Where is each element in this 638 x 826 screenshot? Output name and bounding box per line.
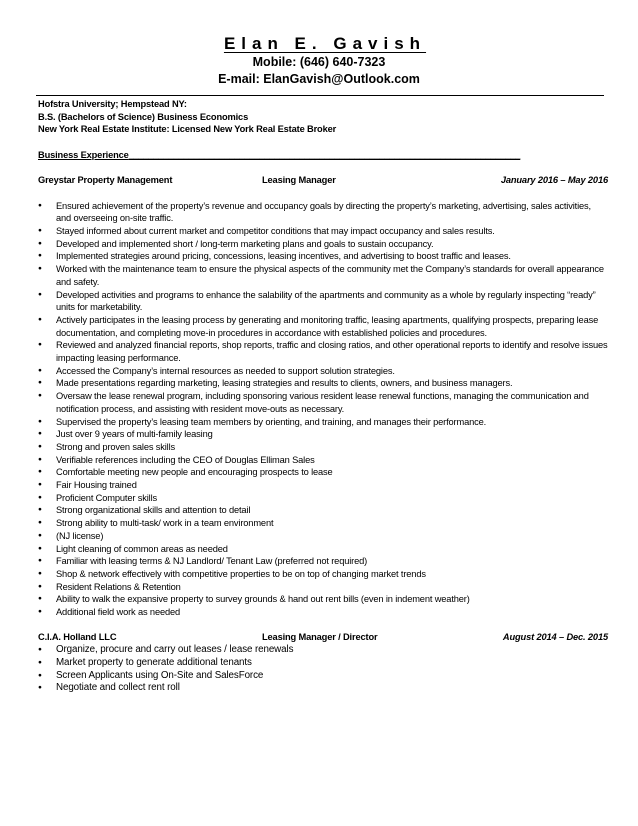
- experience-heading: Business Experience______________________________________________________________________________: [38, 149, 521, 160]
- job-bullet-item: ● Implemented strategies around pricing, concessions, leasing incentives, and advertising to boost traffic and leases.: [38, 250, 608, 263]
- job-bullet-item: ● Market property to generate additional tenants: [38, 657, 608, 670]
- job-company: Greystar Property Management: [38, 175, 173, 186]
- job-bullet-item: ● Strong and proven sales skills: [38, 441, 608, 454]
- job-bullet-item: ● Stayed informed about current market and competitor conditions that may impact occupancy and sales results.: [38, 225, 608, 238]
- job-bullet-item: ● Strong ability to multi-task/ work in a team environment: [38, 517, 608, 530]
- job-bullet-item: ● Actively participates in the leasing process by generating and monitoring traffic, leasing apartments, qualifying prospects, preparing lease documentation, and completing move-in procedures in accordance with established policies and procedures.: [38, 314, 608, 339]
- job-bullet-item: ● Shop & network effectively with competitive properties to be on top of changing market trends: [38, 568, 608, 581]
- education-school: Hofstra University; Hempstead NY:: [38, 99, 187, 109]
- job-bullet-item: ● Screen Applicants using On-Site and SalesForce: [38, 670, 608, 683]
- job-bullet-item: ● Reviewed and analyzed financial reports, shop reports, traffic and closing ratios, and other operational reports to identify and resolve issues impacting leasing performance.: [38, 339, 608, 364]
- job-header: [38, 631, 608, 644]
- job-bullet-item: ● Ensured achievement of the property’s revenue and occupancy goals by directing the property’s marketing, advertising, sales activities, and overseeing on-site traffic.: [38, 200, 608, 225]
- mobile-number: Mobile: (646) 640-7323: [252, 55, 386, 69]
- job-title: Leasing Manager: [262, 175, 336, 186]
- job-bullet-item: ● Developed and implemented short / long-term marketing plans and goals to sustain occupancy.: [38, 238, 608, 251]
- job-bullet-item: ● Worked with the maintenance team to ensure the physical aspects of the community met the Company’s standards for overall appearance and safety.: [38, 263, 608, 288]
- job-bullet-list: [38, 644, 608, 695]
- job-company: C.I.A. Holland LLC: [38, 632, 117, 643]
- experience-heading-text: Business Experience: [38, 149, 129, 160]
- education-license: New York Real Estate Institute: Licensed New York Real Estate Broker: [38, 124, 337, 135]
- job-header: [38, 174, 608, 187]
- job-bullet-item: ● Additional field work as needed: [38, 606, 608, 619]
- job-bullet-item: ● Familiar with leasing terms & NJ Landlord/ Tenant Law (preferred not required): [38, 555, 608, 568]
- header-divider: [36, 95, 604, 96]
- job-bullet-item: ● Oversaw the lease renewal program, including sponsoring various resident lease renewal functions, managing the communication and notification process, and assisting with resident move-outs as necessary.: [38, 390, 608, 415]
- job-bullet-item: ● Verifiable references including the CEO of Douglas Elliman Sales: [38, 454, 608, 467]
- job-bullet-item: ● Developed activities and programs to enhance the salability of the apartments and community as a whole by regularly inspecting “ready” units for marketability.: [38, 289, 608, 314]
- resume-body: [38, 98, 608, 695]
- job-bullet-item: ● Accessed the Company’s internal resources as needed to support solution strategies.: [38, 365, 608, 378]
- job-bullet-item: ● Just over 9 years of multi-family leasing: [38, 428, 608, 441]
- job-dates: January 2016 – May 2016: [500, 175, 608, 186]
- job-bullet-item: ● Negotiate and collect rent roll: [38, 682, 608, 695]
- job-bullet-item: ● Fair Housing trained: [38, 479, 608, 492]
- job-bullet-item: ● Strong organizational skills and attention to detail: [38, 504, 608, 517]
- resume-header: [0, 0, 638, 88]
- job-bullet-item: ● Resident Relations & Retention: [38, 581, 608, 594]
- job-bullet-item: ● Light cleaning of common areas as needed: [38, 543, 608, 556]
- job-bullet-item: ● Supervised the property’s leasing team members by orienting, and training, and manages their performance.: [38, 416, 608, 429]
- job-bullet-item: ● Made presentations regarding marketing, leasing strategies and results to clients, owners, and business managers.: [38, 377, 608, 390]
- job-bullet-item: ● (NJ license): [38, 530, 608, 543]
- job-bullet-list: [38, 200, 608, 619]
- job-dates: August 2014 – Dec. 2015: [502, 632, 608, 643]
- job-bullet-item: ● Organize, procure and carry out leases / lease renewals: [38, 644, 608, 657]
- candidate-name: Elan E. Gavish: [223, 34, 427, 53]
- job-title: Leasing Manager / Director: [262, 632, 378, 643]
- job-bullet-item: ● Comfortable meeting new people and encouraging prospects to lease: [38, 466, 608, 479]
- job-bullet-item: ● Proficient Computer skills: [38, 492, 608, 505]
- email-address: E-mail: ElanGavish@Outlook.com: [218, 72, 420, 86]
- education-degree: B.S. (Bachelors of Science) Business Economics: [38, 111, 249, 122]
- job-bullet-item: ● Ability to walk the expansive property to survey grounds & hand out rent bills (even in indement weather): [38, 593, 608, 606]
